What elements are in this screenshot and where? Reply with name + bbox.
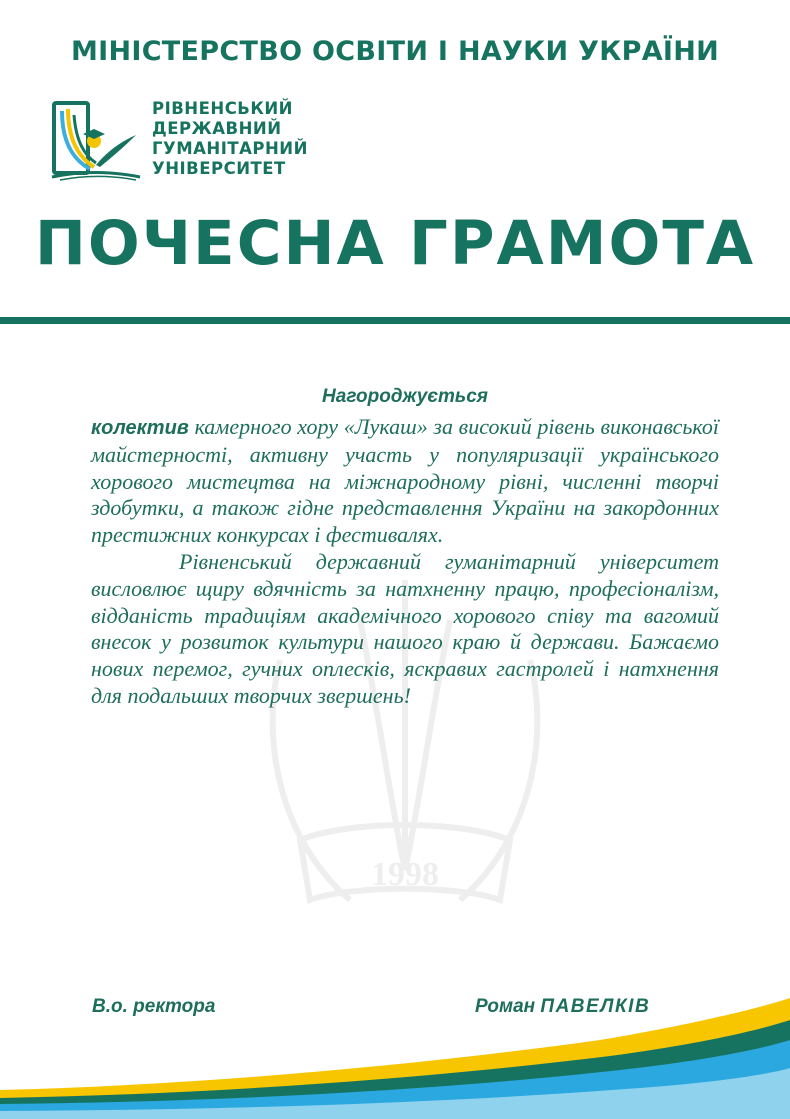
watermark-year: 1998 [371,856,439,893]
university-name-line: ГУМАНІТАРНИЙ [152,139,308,158]
university-name-line: ДЕРЖАВНИЙ [152,119,282,138]
university-name [152,99,308,179]
signatory-surname: ПАВЕЛКІВ [540,996,651,1017]
certificate-title: ПОЧЕСНА ГРАМОТА [34,208,756,279]
signatory-first-name: Роман [475,996,536,1017]
lead-word: колектив [91,417,189,439]
awarded-heading: Нагороджується [322,386,488,407]
body-paragraph-1 [91,414,719,549]
ministry-heading: МІНІСТЕРСТВО ОСВІТИ І НАУКИ УКРАЇНИ [70,36,720,67]
decorative-waves [0,990,790,1119]
university-name-line: РІВНЕНСЬКИЙ [152,99,293,118]
body-paragraph-2: Рівненський державний гуманітарний університет висловлює щиру вдячність за натхненну працю, професіоналізм, відданість традиціям академічного хорового співу та вагомий внесок у розвиток культури нашого краю й держави. Бажаємо нових перемог, гучних оплесків, яскравих гастролей і натхнення для подальших творчих звершень! [91,548,719,708]
university-logo-icon [50,101,142,181]
university-name-line: УНІВЕРСИТЕТ [152,159,286,178]
title-divider [0,317,790,324]
signatory-position: В.о. ректора [92,996,216,1017]
certificate-body [91,414,719,710]
paragraph-1-text: камерного хору «Лукаш» за високий рівень виконавської майстерності, активну участь у популяризації українського хорового мистецтва на міжнародному рівні, численні творчі здобутки, а також гідне представлення України на закордонних престижних конкурсах і фестивалях. [91,414,719,548]
